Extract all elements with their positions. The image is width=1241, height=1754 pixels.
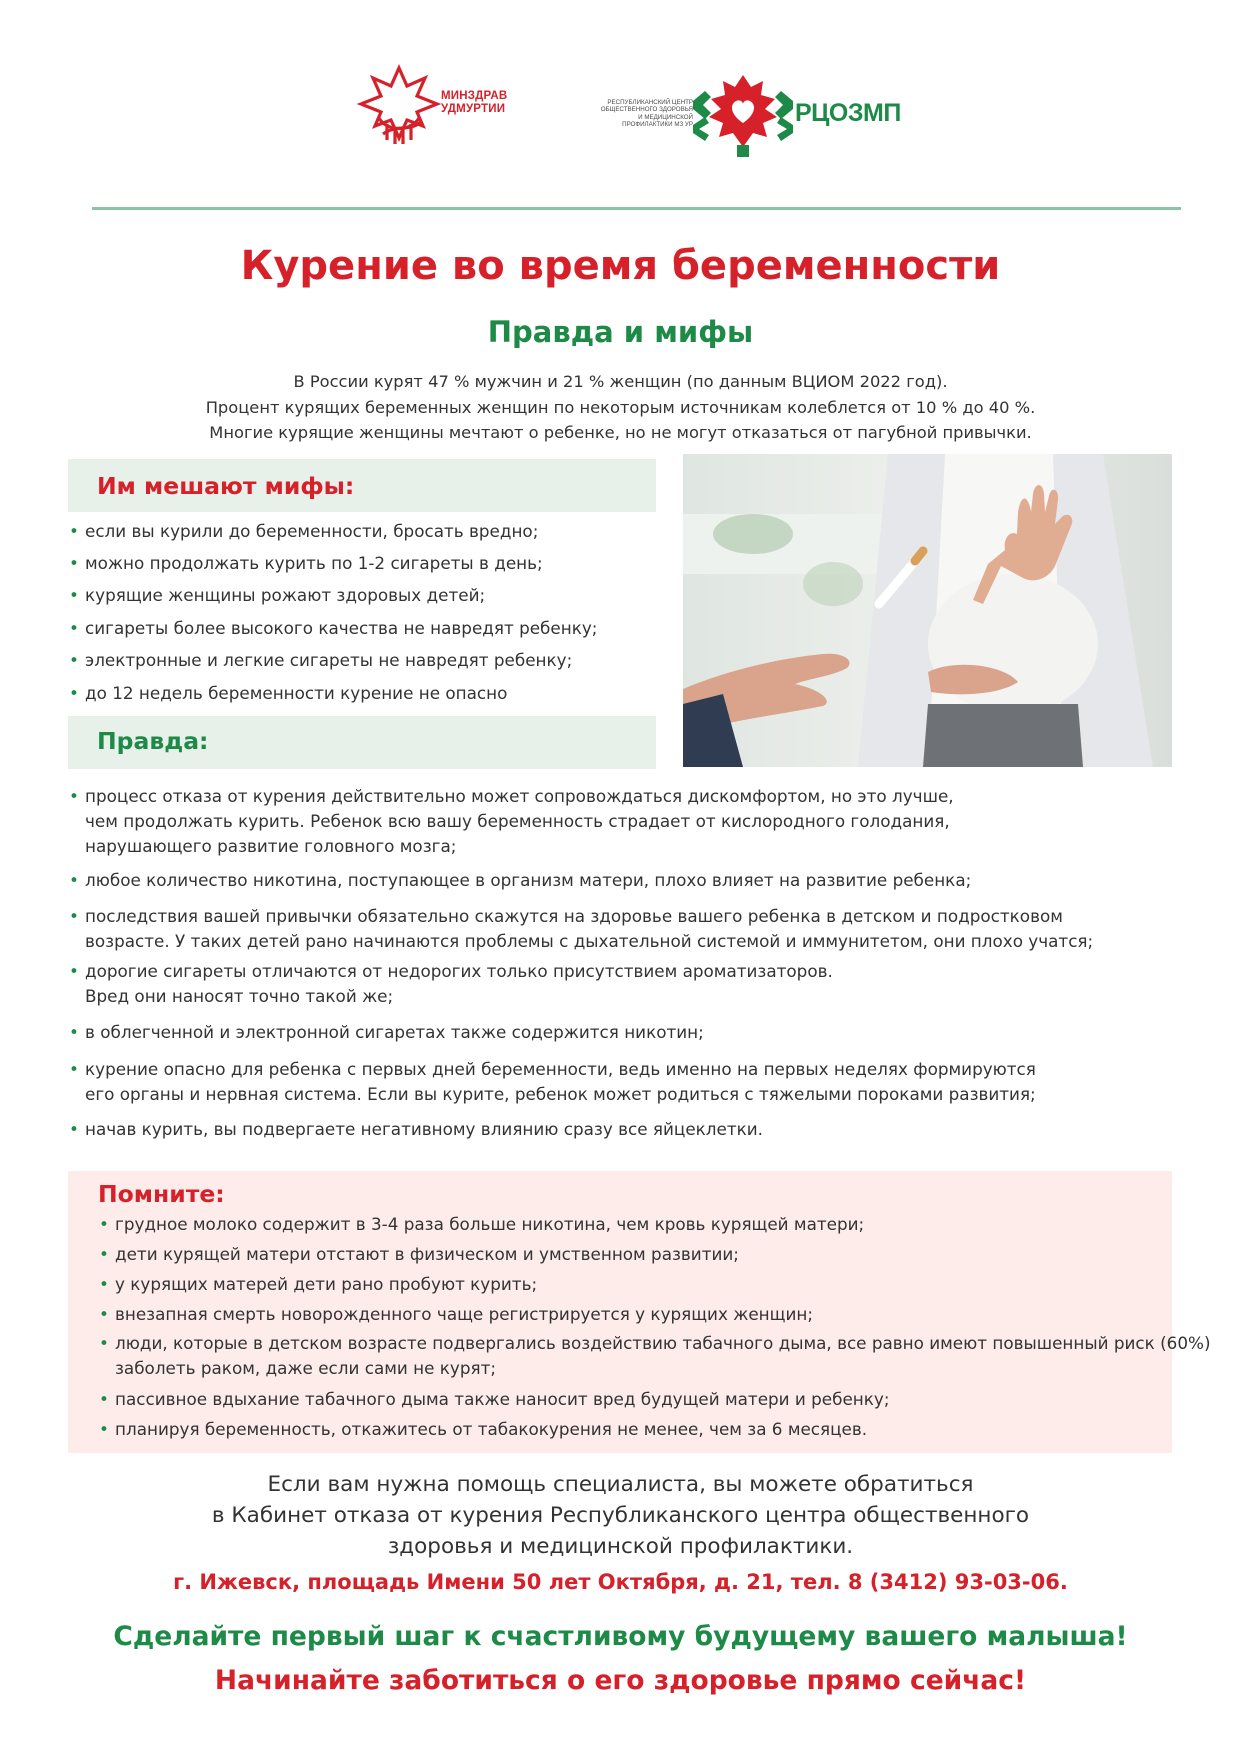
- myth-item: • до 12 недель беременности курение не опасно: [69, 681, 507, 706]
- minzdrav-label-line: МИНЗДРАВ: [441, 90, 508, 102]
- intro-line: В России курят 47 % мужчин и 21 % женщин (по данным ВЦИОМ 2022 год).: [293, 372, 948, 391]
- rcozmp-logo: [587, 73, 901, 159]
- myth-item: • можно продолжать курить по 1-2 сигареты в день;: [69, 551, 543, 576]
- intro-line: Процент курящих беременных женщин по некоторым источникам колеблется от 10 % до 40 %.: [205, 398, 1036, 417]
- truth-item: • курение опасно для ребенка с первых дней беременности, ведь именно на первых неделях формируются его органы и нервная система. Если вы курите, ребенок может родиться с тяжелыми пороками развития;: [69, 1057, 1036, 1107]
- truth-item: • в облегченной и электронной сигаретах также содержится никотин;: [69, 1020, 704, 1045]
- rcozmp-small-line: ОБЩЕСТВЕННОГО ЗДОРОВЬЯ: [600, 106, 693, 114]
- slogan-red: Начинайте заботиться о его здоровье прямо сейчас!: [214, 1665, 1027, 1696]
- truth-item: • дорогие сигареты отличаются от недорогих только присутствием ароматизаторов. Вред они наносят точно такой же;: [69, 959, 833, 1009]
- truth-item: • процесс отказа от курения действительно может сопровождаться дискомфортом, но это лучше, чем продолжать курить. Ребенок всю вашу беременность страдает от кислородного голодания, нарушающего развитие головного мозга;: [69, 784, 954, 859]
- rcozmp-small-line: РЕСПУБЛИКАНСКИЙ ЦЕНТР: [607, 99, 693, 106]
- myth-item: • сигареты более высокого качества не навредят ребенку;: [69, 616, 597, 641]
- minzdrav-emblem-icon: [357, 64, 441, 148]
- contact-address: г. Ижевск, площадь Имени 50 лет Октября, д. 21, тел. 8 (3412) 93-03-06.: [173, 1570, 1068, 1594]
- remember-item: • грудное молоко содержит в 3-4 раза больше никотина, чем кровь курящей матери;: [99, 1212, 864, 1237]
- truth-heading: Правда:: [97, 727, 209, 755]
- rcozmp-small-line: ПРОФИЛАКТИКИ МЗ УР: [622, 120, 693, 128]
- page-title: Курение во время беременности: [240, 243, 1001, 289]
- intro-line: Многие курящие женщины мечтают о ребенке, но не могут отказаться от пагубной привычки.: [209, 423, 1032, 442]
- page-subtitle: Правда и мифы: [487, 315, 754, 349]
- truth-item: • любое количество никотина, поступающее в организм матери, плохо влияет на развитие ребенка;: [69, 868, 971, 893]
- myth-item: • курящие женщины рожают здоровых детей;: [69, 583, 485, 608]
- header-divider: [92, 207, 1181, 210]
- remember-item: • пассивное вдыхание табачного дыма также наносит вред будущей матери и ребенку;: [99, 1387, 890, 1412]
- remember-item: • дети курящей матери отстают в физическом и умственном развитии;: [99, 1242, 739, 1267]
- remember-item: • у курящих матерей дети рано пробуют курить;: [99, 1272, 537, 1297]
- myth-item: • электронные и легкие сигареты не навредят ребенку;: [69, 648, 572, 673]
- pregnant-woman-refusing-cigarette-photo: [683, 454, 1172, 767]
- myth-item: • если вы курили до беременности, бросать вредно;: [69, 519, 538, 544]
- truth-item: • начав курить, вы подвергаете негативному влиянию сразу все яйцеклетки.: [69, 1117, 763, 1142]
- minzdrav-logo: [357, 64, 508, 168]
- help-line: в Кабинет отказа от курения Республиканского центра общественного: [211, 1503, 1030, 1528]
- help-line: здоровья и медицинской профилактики.: [387, 1534, 854, 1559]
- slogan-green: Сделайте первый шаг к счастливому будущему вашего малыша!: [113, 1621, 1128, 1652]
- rcozmp-small-line: И МЕДИЦИНСКОЙ: [638, 113, 693, 121]
- remember-item: • внезапная смерть новорожденного чаще регистрируется у курящих женщин;: [99, 1302, 813, 1327]
- rcozmp-ornament-icon: [691, 73, 795, 159]
- remember-heading: Помните:: [98, 1180, 225, 1208]
- rcozmp-abbreviation: РЦОЗМП: [795, 99, 901, 127]
- remember-item: • люди, которые в детском возрасте подвергались воздействию табачного дыма, все равно имеют повышенный риск (60%) заболеть раком, даже если сами не курят;: [99, 1331, 1241, 1381]
- truth-item: • последствия вашей привычки обязательно скажутся на здоровье вашего ребенка в детском и подростковом возрасте. У таких детей рано начинаются проблемы с дыхательной системой и иммунитетом, они плохо учатся;: [69, 904, 1093, 954]
- remember-item: • планируя беременность, откажитесь от табакокурения не менее, чем за 6 месяцев.: [99, 1417, 867, 1442]
- minzdrav-label-line: УДМУРТИИ: [441, 103, 506, 115]
- help-line: Если вам нужна помощь специалиста, вы можете обратиться: [267, 1472, 974, 1497]
- myths-heading: Им мешают мифы:: [97, 472, 355, 500]
